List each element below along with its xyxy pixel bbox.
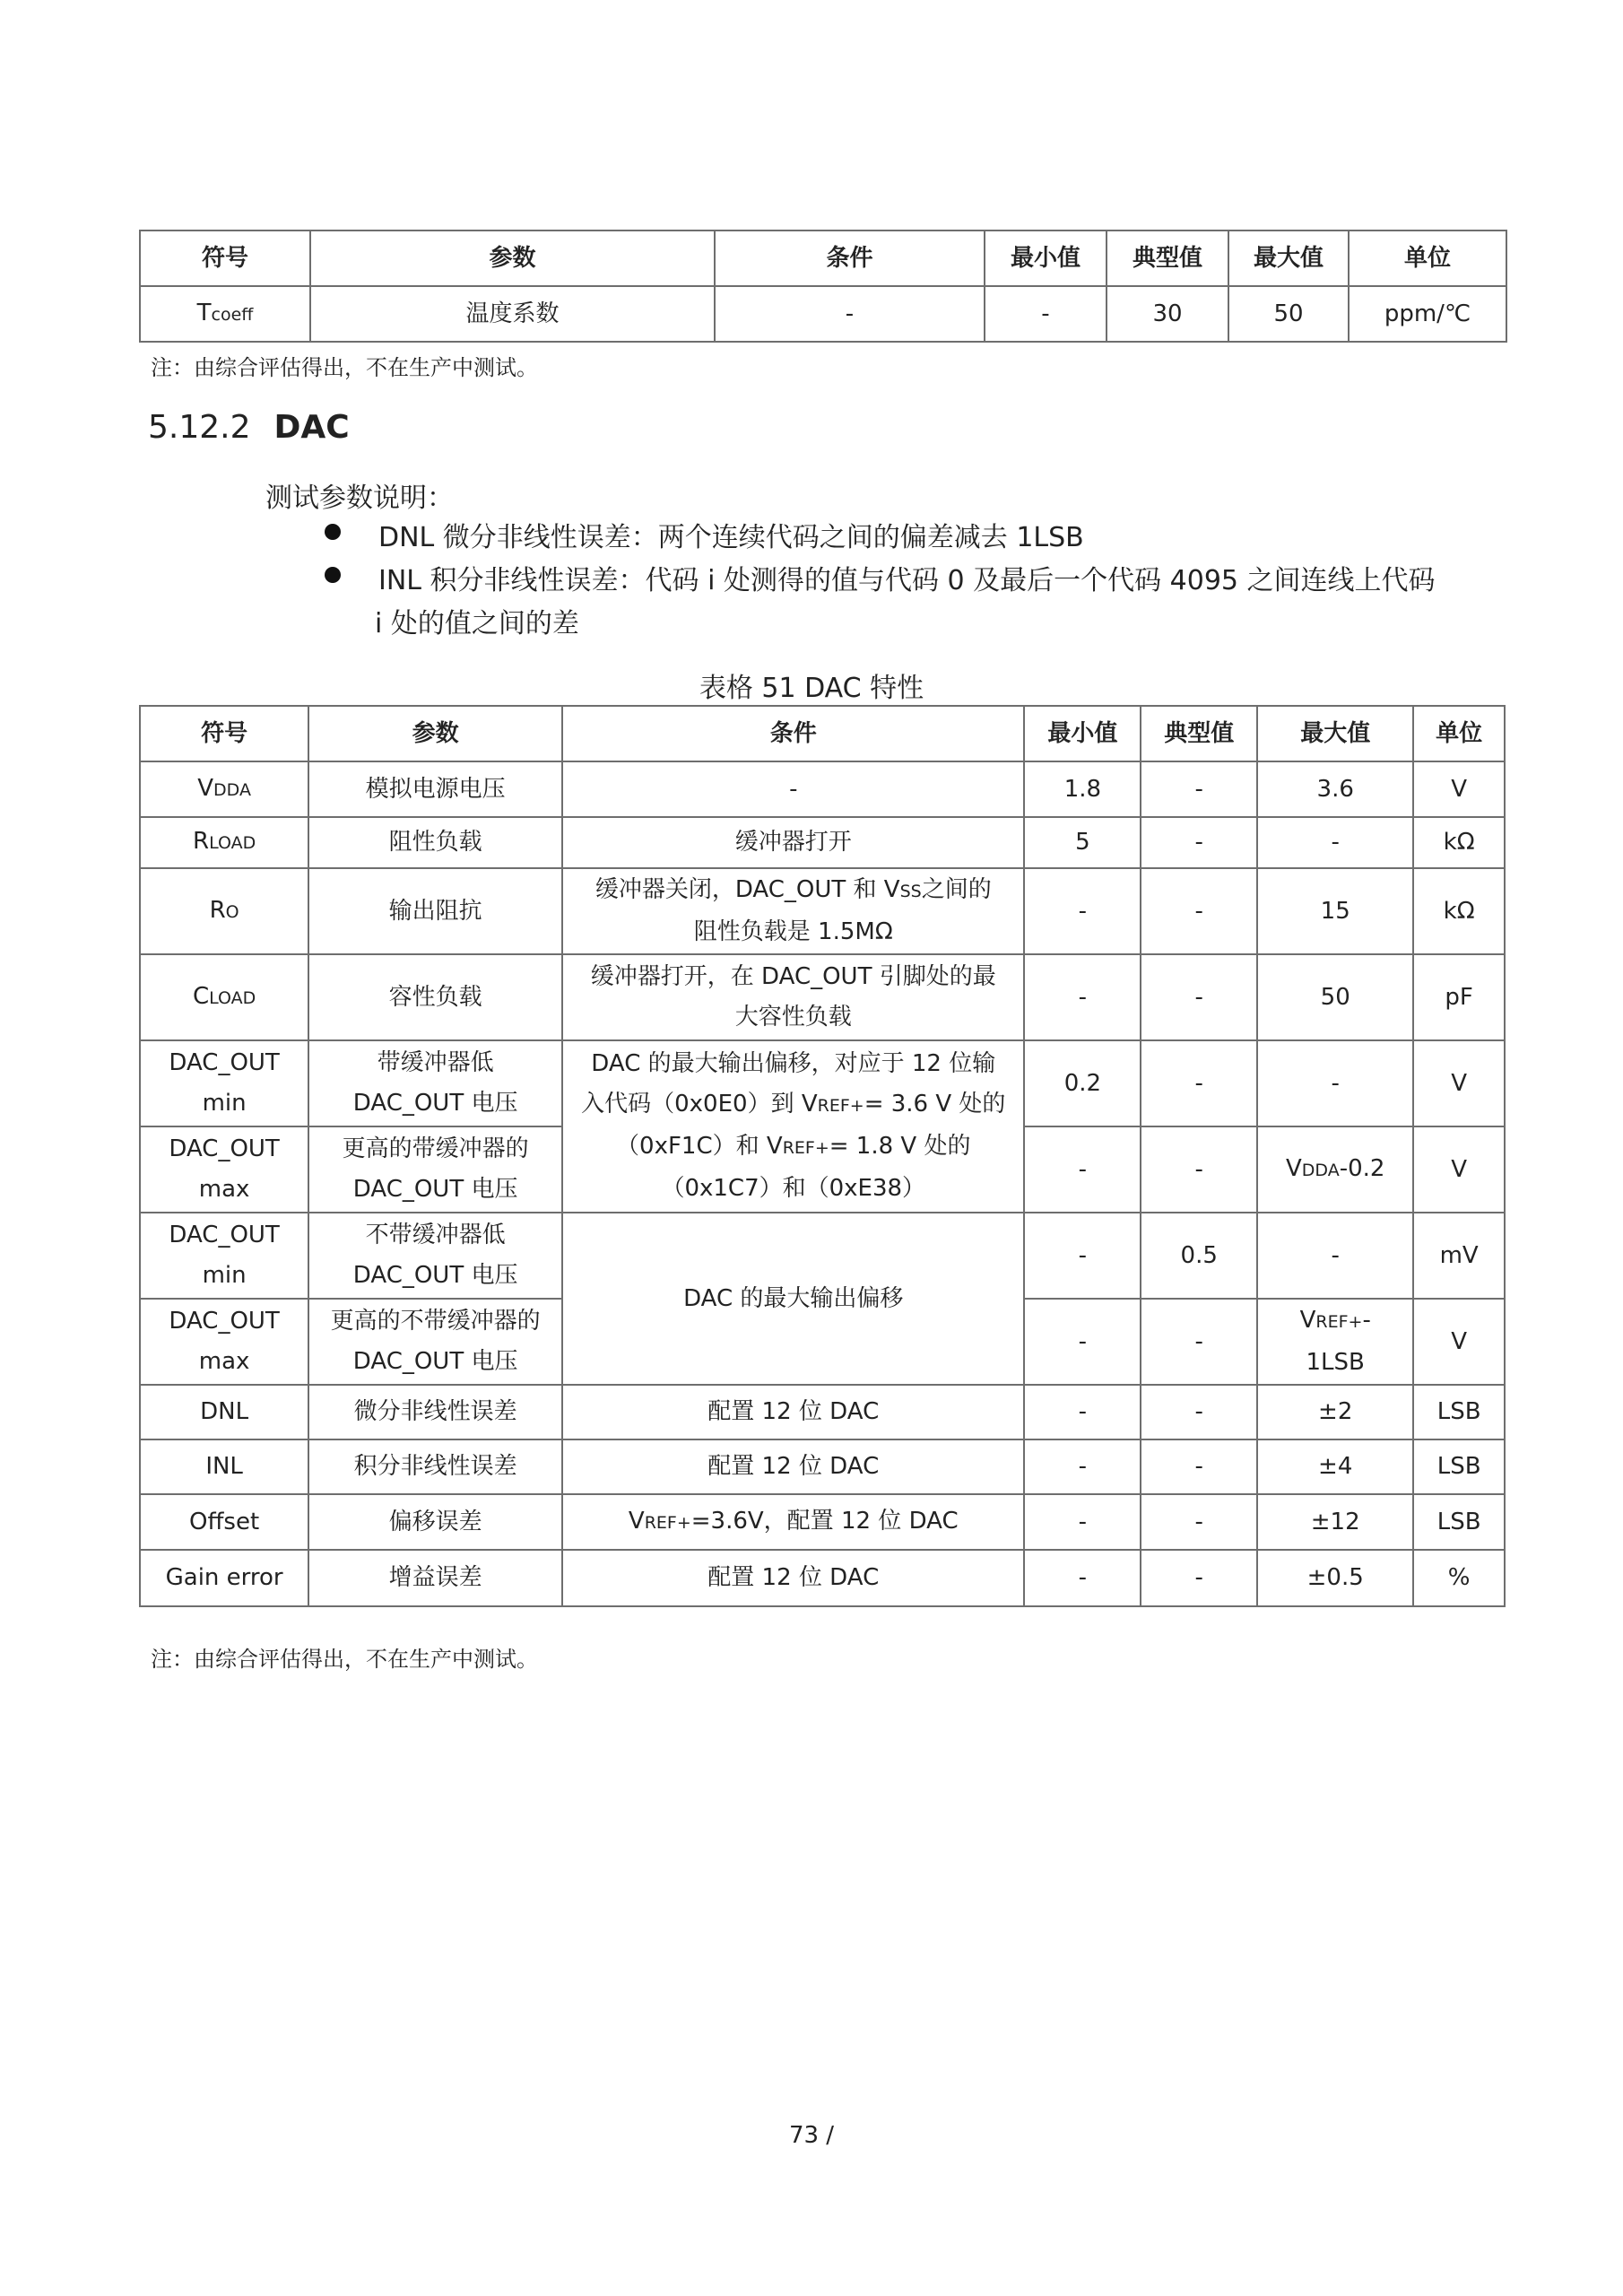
table-row [140, 817, 1505, 868]
typ-cell: - [1141, 1126, 1257, 1213]
table-row [140, 1213, 1505, 1299]
table-row [140, 1494, 1505, 1550]
parameter-cell: 积分非线性误差 [308, 1439, 562, 1494]
unit-cell: LSB [1413, 1439, 1505, 1494]
header-typ: 典型值 [1141, 706, 1257, 761]
condition-cell: 缓冲器关闭，DAC_OUT 和 VSS之间的 阻性负载是 1.5MΩ [562, 868, 1024, 954]
unit-cell: kΩ [1413, 868, 1505, 954]
page-number: 73 / [788, 2122, 835, 2149]
max-cell: 3.6 [1257, 761, 1413, 817]
min-cell: - [1024, 954, 1141, 1040]
condition-cell: - [715, 286, 985, 342]
condition-cell: 配置 12 位 DAC [562, 1550, 1024, 1606]
max-cell: 50 [1228, 286, 1349, 342]
table-row [140, 1550, 1505, 1606]
condition-cell: 配置 12 位 DAC [562, 1385, 1024, 1439]
symbol-cell: DAC_OUT max [140, 1126, 308, 1213]
table-header-row [140, 706, 1505, 761]
max-cell: 15 [1257, 868, 1413, 954]
symbol-cell: VDDA [140, 761, 308, 817]
temperature-coefficient-table [139, 230, 1507, 343]
symbol-cell: Tcoeff [140, 286, 310, 342]
table-row [140, 1439, 1505, 1494]
symbol-cell: DAC_OUT min [140, 1040, 308, 1126]
condition-cell: 配置 12 位 DAC [562, 1439, 1024, 1494]
typ-cell: - [1141, 761, 1257, 817]
symbol-cell: RO [140, 868, 308, 954]
symbol-cell: DAC_OUT min [140, 1213, 308, 1299]
min-cell: - [1024, 868, 1141, 954]
typ-cell: 30 [1107, 286, 1228, 342]
intro-text: 测试参数说明： [265, 483, 454, 514]
condition-cell: 缓冲器打开，在 DAC_OUT 引脚处的最 大容性负载 [562, 954, 1024, 1040]
typ-cell: - [1141, 1550, 1257, 1606]
max-cell: ±2 [1257, 1385, 1413, 1439]
max-cell: VREF+- 1LSB [1257, 1299, 1413, 1385]
min-cell: - [985, 286, 1107, 342]
header-parameter: 参数 [310, 230, 715, 286]
parameter-cell: 更高的带缓冲器的 DAC_OUT 电压 [308, 1126, 562, 1213]
bullet-inl-continued: i 处的值之间的差 [375, 608, 579, 639]
typ-cell: - [1141, 868, 1257, 954]
header-condition: 条件 [715, 230, 985, 286]
table-row [140, 868, 1505, 954]
max-cell: - [1257, 1040, 1413, 1126]
min-cell: - [1024, 1126, 1141, 1213]
parameter-cell: 微分非线性误差 [308, 1385, 562, 1439]
max-cell: ±4 [1257, 1439, 1413, 1494]
bullet-icon [325, 567, 341, 583]
max-cell: ±12 [1257, 1494, 1413, 1550]
min-cell: 5 [1024, 817, 1141, 868]
header-min: 最小值 [985, 230, 1107, 286]
min-cell: 0.2 [1024, 1040, 1141, 1126]
unit-cell: LSB [1413, 1385, 1505, 1439]
typ-cell: 0.5 [1141, 1213, 1257, 1299]
symbol-cell: INL [140, 1439, 308, 1494]
condition-cell: - [562, 761, 1024, 817]
max-cell: VDDA-0.2 [1257, 1126, 1413, 1213]
table-caption: 表格 51 DAC 特性 [699, 673, 924, 704]
parameter-cell: 阻性负载 [308, 817, 562, 868]
table-note: 注：由综合评估得出，不在生产中测试。 [151, 1647, 538, 1672]
bullet-icon [325, 524, 341, 540]
condition-cell: 缓冲器打开 [562, 817, 1024, 868]
symbol-cell: RLOAD [140, 817, 308, 868]
max-cell: 50 [1257, 954, 1413, 1040]
unit-cell: LSB [1413, 1494, 1505, 1550]
condition-cell: DAC 的最大输出偏移，对应于 12 位输 入代码（0x0E0）到 VREF+= 3.6 V 处的 （0xF1C）和 VREF+= 1.8 V 处的 （0x1C7）和（0xE38） [562, 1040, 1024, 1213]
min-cell: 1.8 [1024, 761, 1141, 817]
table-row [140, 286, 1506, 342]
symbol-cell: DAC_OUT max [140, 1299, 308, 1385]
parameter-cell: 不带缓冲器低 DAC_OUT 电压 [308, 1213, 562, 1299]
bullet-inl: INL 积分非线性误差：代码 i 处测得的值与代码 0 及最后一个代码 4095 之间连线上代码 [378, 565, 1436, 596]
header-symbol: 符号 [140, 230, 310, 286]
parameter-cell: 模拟电源电压 [308, 761, 562, 817]
min-cell: - [1024, 1385, 1141, 1439]
symbol-cell: Gain error [140, 1550, 308, 1606]
max-cell: - [1257, 817, 1413, 868]
min-cell: - [1024, 1439, 1141, 1494]
typ-cell: - [1141, 1494, 1257, 1550]
table-note: 注：由综合评估得出，不在生产中测试。 [151, 355, 538, 380]
table-row [140, 761, 1505, 817]
parameter-cell: 增益误差 [308, 1550, 562, 1606]
header-unit: 单位 [1349, 230, 1506, 286]
unit-cell: % [1413, 1550, 1505, 1606]
min-cell: - [1024, 1550, 1141, 1606]
parameter-cell: 更高的不带缓冲器的 DAC_OUT 电压 [308, 1299, 562, 1385]
unit-cell: mV [1413, 1213, 1505, 1299]
parameter-cell: 输出阻抗 [308, 868, 562, 954]
condition-cell: DAC 的最大输出偏移 [562, 1213, 1024, 1385]
parameter-cell: 温度系数 [310, 286, 715, 342]
typ-cell: - [1141, 1040, 1257, 1126]
symbol-cell: CLOAD [140, 954, 308, 1040]
min-cell: - [1024, 1494, 1141, 1550]
table-row [140, 954, 1505, 1040]
dac-characteristics-table [139, 705, 1506, 1607]
header-symbol: 符号 [140, 706, 308, 761]
symbol-cell: Offset [140, 1494, 308, 1550]
section-heading: 5.12.2 DAC [148, 409, 350, 446]
unit-cell: ppm/℃ [1349, 286, 1506, 342]
unit-cell: kΩ [1413, 817, 1505, 868]
bullet-dnl: DNL 微分非线性误差：两个连续代码之间的偏差减去 1LSB [378, 522, 1084, 553]
table-row [140, 1040, 1505, 1126]
header-condition: 条件 [562, 706, 1024, 761]
parameter-cell: 容性负载 [308, 954, 562, 1040]
typ-cell: - [1141, 1439, 1257, 1494]
header-parameter: 参数 [308, 706, 562, 761]
max-cell: - [1257, 1213, 1413, 1299]
typ-cell: - [1141, 954, 1257, 1040]
min-cell: - [1024, 1299, 1141, 1385]
parameter-cell: 偏移误差 [308, 1494, 562, 1550]
header-min: 最小值 [1024, 706, 1141, 761]
header-max: 最大值 [1257, 706, 1413, 761]
header-max: 最大值 [1228, 230, 1349, 286]
min-cell: - [1024, 1213, 1141, 1299]
condition-cell: VREF+=3.6V，配置 12 位 DAC [562, 1494, 1024, 1550]
header-typ: 典型值 [1107, 230, 1228, 286]
table-header-row [140, 230, 1506, 286]
header-unit: 单位 [1413, 706, 1505, 761]
typ-cell: - [1141, 817, 1257, 868]
unit-cell: V [1413, 761, 1505, 817]
typ-cell: - [1141, 1299, 1257, 1385]
table-row [140, 1385, 1505, 1439]
unit-cell: V [1413, 1126, 1505, 1213]
max-cell: ±0.5 [1257, 1550, 1413, 1606]
symbol-cell: DNL [140, 1385, 308, 1439]
unit-cell: pF [1413, 954, 1505, 1040]
unit-cell: V [1413, 1040, 1505, 1126]
parameter-cell: 带缓冲器低 DAC_OUT 电压 [308, 1040, 562, 1126]
typ-cell: - [1141, 1385, 1257, 1439]
unit-cell: V [1413, 1299, 1505, 1385]
